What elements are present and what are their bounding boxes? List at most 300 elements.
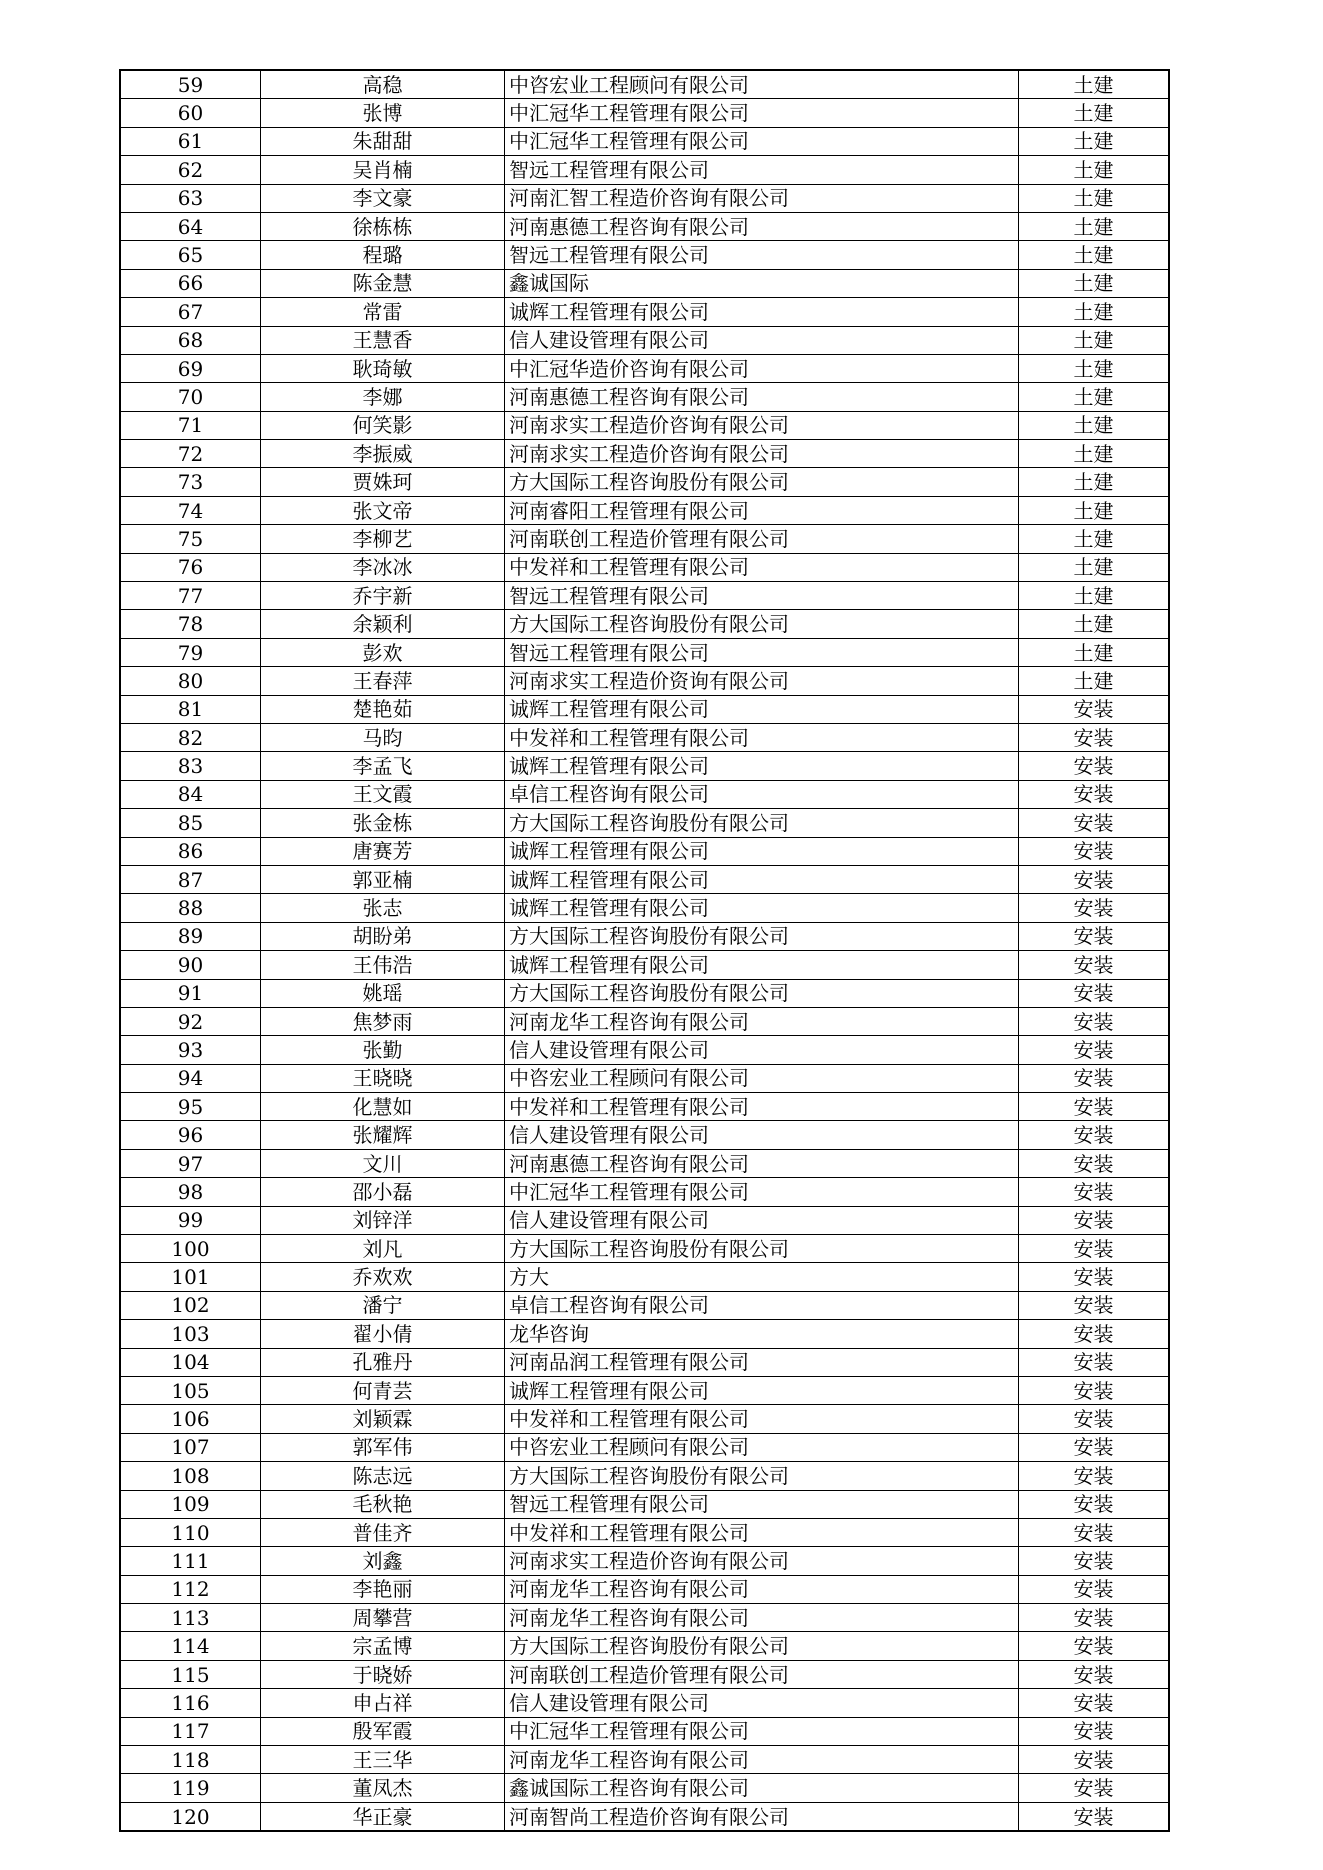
table-row	[120, 1433, 1169, 1461]
company-cell: 河南求实工程造价咨询有限公司	[505, 440, 1019, 468]
person-name-cell: 张金栋	[261, 809, 505, 837]
company-cell: 诚辉工程管理有限公司	[505, 837, 1019, 865]
company-cell: 河南睿阳工程管理有限公司	[505, 496, 1019, 524]
row-number-cell: 64	[120, 212, 261, 240]
table-row	[120, 383, 1169, 411]
row-number-cell: 100	[120, 1235, 261, 1263]
row-number-cell: 65	[120, 241, 261, 269]
company-cell: 中汇冠华工程管理有限公司	[505, 127, 1019, 155]
row-number-cell: 115	[120, 1660, 261, 1688]
company-cell: 方大国际工程咨询股份有限公司	[505, 979, 1019, 1007]
person-name-cell: 张文帝	[261, 496, 505, 524]
category-cell: 安装	[1019, 1320, 1170, 1348]
row-number-cell: 91	[120, 979, 261, 1007]
table-row	[120, 1121, 1169, 1149]
row-number-cell: 85	[120, 809, 261, 837]
category-cell: 土建	[1019, 496, 1170, 524]
row-number-cell: 86	[120, 837, 261, 865]
person-name-cell: 李冰冰	[261, 553, 505, 581]
company-cell: 方大国际工程咨询股份有限公司	[505, 1462, 1019, 1490]
category-cell: 安装	[1019, 1518, 1170, 1546]
category-cell: 土建	[1019, 383, 1170, 411]
row-number-cell: 107	[120, 1433, 261, 1461]
category-cell: 土建	[1019, 156, 1170, 184]
table-row	[120, 809, 1169, 837]
person-name-cell: 王伟浩	[261, 951, 505, 979]
person-name-cell: 乔欢欢	[261, 1263, 505, 1291]
row-number-cell: 101	[120, 1263, 261, 1291]
person-name-cell: 李文豪	[261, 184, 505, 212]
person-name-cell: 王晓晓	[261, 1064, 505, 1092]
person-name-cell: 焦梦雨	[261, 1007, 505, 1035]
category-cell: 土建	[1019, 553, 1170, 581]
row-number-cell: 109	[120, 1490, 261, 1518]
person-name-cell: 张博	[261, 99, 505, 127]
table-row	[120, 1575, 1169, 1603]
table-row	[120, 894, 1169, 922]
row-number-cell: 78	[120, 610, 261, 638]
person-name-cell: 耿琦敏	[261, 354, 505, 382]
category-cell: 安装	[1019, 1632, 1170, 1660]
company-cell: 鑫诚国际	[505, 269, 1019, 297]
table-row	[120, 1178, 1169, 1206]
person-name-cell: 陈金慧	[261, 269, 505, 297]
table-row	[120, 1263, 1169, 1291]
row-number-cell: 110	[120, 1518, 261, 1546]
category-cell: 安装	[1019, 1007, 1170, 1035]
category-cell: 土建	[1019, 99, 1170, 127]
person-name-cell: 张耀辉	[261, 1121, 505, 1149]
company-cell: 中咨宏业工程顾问有限公司	[505, 1433, 1019, 1461]
category-cell: 土建	[1019, 610, 1170, 638]
row-number-cell: 70	[120, 383, 261, 411]
row-number-cell: 75	[120, 525, 261, 553]
company-cell: 方大	[505, 1263, 1019, 1291]
person-name-cell: 周攀营	[261, 1604, 505, 1632]
category-cell: 安装	[1019, 1660, 1170, 1688]
table-row	[120, 1802, 1169, 1831]
row-number-cell: 102	[120, 1291, 261, 1319]
table-row	[120, 1093, 1169, 1121]
table-row	[120, 326, 1169, 354]
category-cell: 土建	[1019, 411, 1170, 439]
category-cell: 土建	[1019, 212, 1170, 240]
table-row	[120, 156, 1169, 184]
company-cell: 卓信工程咨询有限公司	[505, 1291, 1019, 1319]
company-cell: 中汇冠华工程管理有限公司	[505, 1717, 1019, 1745]
table-row	[120, 1604, 1169, 1632]
category-cell: 安装	[1019, 865, 1170, 893]
table-row	[120, 496, 1169, 524]
category-cell: 安装	[1019, 894, 1170, 922]
person-name-cell: 张勤	[261, 1036, 505, 1064]
person-name-cell: 刘锌洋	[261, 1206, 505, 1234]
row-number-cell: 79	[120, 638, 261, 666]
category-cell: 安装	[1019, 809, 1170, 837]
category-cell: 安装	[1019, 723, 1170, 751]
row-number-cell: 98	[120, 1178, 261, 1206]
company-cell: 智远工程管理有限公司	[505, 241, 1019, 269]
table-row	[120, 1291, 1169, 1319]
company-cell: 中咨宏业工程顾问有限公司	[505, 1064, 1019, 1092]
row-number-cell: 103	[120, 1320, 261, 1348]
company-cell: 信人建设管理有限公司	[505, 1121, 1019, 1149]
table-row	[120, 1490, 1169, 1518]
company-cell: 诚辉工程管理有限公司	[505, 752, 1019, 780]
row-number-cell: 71	[120, 411, 261, 439]
person-name-cell: 何青芸	[261, 1376, 505, 1404]
company-cell: 诚辉工程管理有限公司	[505, 695, 1019, 723]
person-name-cell: 马昀	[261, 723, 505, 751]
person-name-cell: 乔宇新	[261, 582, 505, 610]
company-cell: 信人建设管理有限公司	[505, 1689, 1019, 1717]
company-cell: 智远工程管理有限公司	[505, 1490, 1019, 1518]
table-row	[120, 212, 1169, 240]
row-number-cell: 59	[120, 70, 261, 99]
category-cell: 安装	[1019, 1235, 1170, 1263]
table-row	[120, 1462, 1169, 1490]
table-row	[120, 468, 1169, 496]
table-row	[120, 411, 1169, 439]
company-cell: 方大国际工程咨询股份有限公司	[505, 610, 1019, 638]
person-name-cell: 李孟飞	[261, 752, 505, 780]
table-row	[120, 667, 1169, 695]
category-cell: 安装	[1019, 1376, 1170, 1404]
person-name-cell: 郭军伟	[261, 1433, 505, 1461]
company-cell: 诚辉工程管理有限公司	[505, 298, 1019, 326]
person-name-cell: 王春萍	[261, 667, 505, 695]
company-cell: 河南汇智工程造价咨询有限公司	[505, 184, 1019, 212]
category-cell: 土建	[1019, 667, 1170, 695]
category-cell: 安装	[1019, 752, 1170, 780]
row-number-cell: 117	[120, 1717, 261, 1745]
person-name-cell: 郭亚楠	[261, 865, 505, 893]
company-cell: 河南联创工程造价管理有限公司	[505, 1660, 1019, 1688]
row-number-cell: 83	[120, 752, 261, 780]
table-row	[120, 752, 1169, 780]
person-name-cell: 申占祥	[261, 1689, 505, 1717]
category-cell: 安装	[1019, 695, 1170, 723]
category-cell: 安装	[1019, 1689, 1170, 1717]
table-row	[120, 70, 1169, 99]
category-cell: 安装	[1019, 1490, 1170, 1518]
person-name-cell: 何笑影	[261, 411, 505, 439]
person-name-cell: 高稳	[261, 70, 505, 99]
row-number-cell: 120	[120, 1802, 261, 1831]
table-row	[120, 99, 1169, 127]
category-cell: 安装	[1019, 1149, 1170, 1177]
company-cell: 河南惠德工程咨询有限公司	[505, 212, 1019, 240]
person-name-cell: 潘宁	[261, 1291, 505, 1319]
company-cell: 诚辉工程管理有限公司	[505, 894, 1019, 922]
category-cell: 土建	[1019, 525, 1170, 553]
company-cell: 诚辉工程管理有限公司	[505, 865, 1019, 893]
company-cell: 河南龙华工程咨询有限公司	[505, 1746, 1019, 1774]
row-number-cell: 114	[120, 1632, 261, 1660]
row-number-cell: 118	[120, 1746, 261, 1774]
company-cell: 河南智尚工程造价咨询有限公司	[505, 1802, 1019, 1831]
table-row	[120, 695, 1169, 723]
person-name-cell: 姚瑶	[261, 979, 505, 1007]
table-row	[120, 951, 1169, 979]
company-cell: 河南联创工程造价管理有限公司	[505, 525, 1019, 553]
company-cell: 中发祥和工程管理有限公司	[505, 723, 1019, 751]
company-cell: 方大国际工程咨询股份有限公司	[505, 1632, 1019, 1660]
person-name-cell: 王文霞	[261, 780, 505, 808]
company-cell: 河南龙华工程咨询有限公司	[505, 1604, 1019, 1632]
row-number-cell: 96	[120, 1121, 261, 1149]
company-cell: 河南求实工程造价咨询有限公司	[505, 411, 1019, 439]
person-name-cell: 余颖利	[261, 610, 505, 638]
row-number-cell: 69	[120, 354, 261, 382]
row-number-cell: 72	[120, 440, 261, 468]
company-cell: 中发祥和工程管理有限公司	[505, 1093, 1019, 1121]
table-row	[120, 1746, 1169, 1774]
table-row	[120, 723, 1169, 751]
company-cell: 中汇冠华造价咨询有限公司	[505, 354, 1019, 382]
person-name-cell: 李娜	[261, 383, 505, 411]
table-row	[120, 354, 1169, 382]
category-cell: 土建	[1019, 241, 1170, 269]
category-cell: 安装	[1019, 1405, 1170, 1433]
row-number-cell: 87	[120, 865, 261, 893]
person-name-cell: 唐赛芳	[261, 837, 505, 865]
person-name-cell: 彭欢	[261, 638, 505, 666]
category-cell: 安装	[1019, 1178, 1170, 1206]
table-row	[120, 1717, 1169, 1745]
category-cell: 土建	[1019, 298, 1170, 326]
row-number-cell: 74	[120, 496, 261, 524]
category-cell: 安装	[1019, 1206, 1170, 1234]
row-number-cell: 111	[120, 1547, 261, 1575]
person-name-cell: 李柳艺	[261, 525, 505, 553]
person-name-cell: 邵小磊	[261, 1178, 505, 1206]
company-cell: 方大国际工程咨询股份有限公司	[505, 468, 1019, 496]
category-cell: 安装	[1019, 951, 1170, 979]
category-cell: 土建	[1019, 70, 1170, 99]
table-row	[120, 1774, 1169, 1802]
company-cell: 河南品润工程管理有限公司	[505, 1348, 1019, 1376]
table-row	[120, 1235, 1169, 1263]
person-name-cell: 贾姝珂	[261, 468, 505, 496]
category-cell: 安装	[1019, 922, 1170, 950]
person-name-cell: 翟小倩	[261, 1320, 505, 1348]
company-cell: 诚辉工程管理有限公司	[505, 1376, 1019, 1404]
company-cell: 河南求实工程造价资询有限公司	[505, 667, 1019, 695]
row-number-cell: 105	[120, 1376, 261, 1404]
row-number-cell: 62	[120, 156, 261, 184]
table-row	[120, 780, 1169, 808]
row-number-cell: 97	[120, 1149, 261, 1177]
roster-table-body	[120, 70, 1169, 1831]
person-name-cell: 张志	[261, 894, 505, 922]
company-cell: 智远工程管理有限公司	[505, 638, 1019, 666]
company-cell: 中发祥和工程管理有限公司	[505, 1405, 1019, 1433]
category-cell: 土建	[1019, 184, 1170, 212]
person-name-cell: 朱甜甜	[261, 127, 505, 155]
person-name-cell: 王三华	[261, 1746, 505, 1774]
person-name-cell: 吴肖楠	[261, 156, 505, 184]
category-cell: 土建	[1019, 127, 1170, 155]
category-cell: 安装	[1019, 1093, 1170, 1121]
table-row	[120, 1660, 1169, 1688]
category-cell: 安装	[1019, 1263, 1170, 1291]
category-cell: 安装	[1019, 1064, 1170, 1092]
row-number-cell: 104	[120, 1348, 261, 1376]
category-cell: 安装	[1019, 780, 1170, 808]
row-number-cell: 90	[120, 951, 261, 979]
person-name-cell: 楚艳茹	[261, 695, 505, 723]
category-cell: 安装	[1019, 1774, 1170, 1802]
table-row	[120, 241, 1169, 269]
category-cell: 安装	[1019, 1291, 1170, 1319]
category-cell: 土建	[1019, 326, 1170, 354]
person-name-cell: 孔雅丹	[261, 1348, 505, 1376]
row-number-cell: 66	[120, 269, 261, 297]
category-cell: 土建	[1019, 638, 1170, 666]
table-row	[120, 553, 1169, 581]
table-row	[120, 1547, 1169, 1575]
person-name-cell: 常雷	[261, 298, 505, 326]
row-number-cell: 113	[120, 1604, 261, 1632]
company-cell: 信人建设管理有限公司	[505, 1036, 1019, 1064]
category-cell: 安装	[1019, 837, 1170, 865]
table-row	[120, 1007, 1169, 1035]
row-number-cell: 81	[120, 695, 261, 723]
table-row	[120, 184, 1169, 212]
person-name-cell: 华正豪	[261, 1802, 505, 1831]
table-row	[120, 837, 1169, 865]
row-number-cell: 68	[120, 326, 261, 354]
table-row	[120, 979, 1169, 1007]
person-name-cell: 化慧如	[261, 1093, 505, 1121]
table-row	[120, 1348, 1169, 1376]
person-name-cell: 刘鑫	[261, 1547, 505, 1575]
company-cell: 方大国际工程咨询股份有限公司	[505, 809, 1019, 837]
row-number-cell: 88	[120, 894, 261, 922]
category-cell: 安装	[1019, 1433, 1170, 1461]
table-row	[120, 269, 1169, 297]
category-cell: 土建	[1019, 440, 1170, 468]
row-number-cell: 89	[120, 922, 261, 950]
company-cell: 河南惠德工程咨询有限公司	[505, 1149, 1019, 1177]
person-name-cell: 普佳齐	[261, 1518, 505, 1546]
person-name-cell: 毛秋艳	[261, 1490, 505, 1518]
row-number-cell: 108	[120, 1462, 261, 1490]
company-cell: 方大国际工程咨询股份有限公司	[505, 1235, 1019, 1263]
category-cell: 安装	[1019, 1746, 1170, 1774]
person-name-cell: 胡盼弟	[261, 922, 505, 950]
company-cell: 河南惠德工程咨询有限公司	[505, 383, 1019, 411]
table-row	[120, 582, 1169, 610]
category-cell: 安装	[1019, 1462, 1170, 1490]
company-cell: 河南求实工程造价咨询有限公司	[505, 1547, 1019, 1575]
table-row	[120, 298, 1169, 326]
row-number-cell: 116	[120, 1689, 261, 1717]
company-cell: 中咨宏业工程顾问有限公司	[505, 70, 1019, 99]
row-number-cell: 63	[120, 184, 261, 212]
company-cell: 中发祥和工程管理有限公司	[505, 553, 1019, 581]
company-cell: 河南龙华工程咨询有限公司	[505, 1575, 1019, 1603]
person-name-cell: 宗孟博	[261, 1632, 505, 1660]
row-number-cell: 99	[120, 1206, 261, 1234]
person-name-cell: 徐栋栋	[261, 212, 505, 240]
person-name-cell: 于晓娇	[261, 1660, 505, 1688]
person-name-cell: 殷军霞	[261, 1717, 505, 1745]
person-name-cell: 文川	[261, 1149, 505, 1177]
row-number-cell: 84	[120, 780, 261, 808]
company-cell: 信人建设管理有限公司	[505, 1206, 1019, 1234]
row-number-cell: 73	[120, 468, 261, 496]
table-row	[120, 1064, 1169, 1092]
row-number-cell: 92	[120, 1007, 261, 1035]
company-cell: 智远工程管理有限公司	[505, 156, 1019, 184]
table-row	[120, 1632, 1169, 1660]
category-cell: 土建	[1019, 582, 1170, 610]
category-cell: 土建	[1019, 269, 1170, 297]
company-cell: 信人建设管理有限公司	[505, 326, 1019, 354]
row-number-cell: 119	[120, 1774, 261, 1802]
person-name-cell: 刘颖霖	[261, 1405, 505, 1433]
category-cell: 安装	[1019, 1348, 1170, 1376]
row-number-cell: 60	[120, 99, 261, 127]
table-row	[120, 922, 1169, 950]
table-row	[120, 638, 1169, 666]
table-row	[120, 865, 1169, 893]
row-number-cell: 67	[120, 298, 261, 326]
company-cell: 龙华咨询	[505, 1320, 1019, 1348]
company-cell: 诚辉工程管理有限公司	[505, 951, 1019, 979]
table-row	[120, 1689, 1169, 1717]
category-cell: 安装	[1019, 1717, 1170, 1745]
table-row	[120, 440, 1169, 468]
table-row	[120, 1405, 1169, 1433]
company-cell: 鑫诚国际工程咨询有限公司	[505, 1774, 1019, 1802]
category-cell: 土建	[1019, 354, 1170, 382]
person-name-cell: 刘凡	[261, 1235, 505, 1263]
table-row	[120, 1518, 1169, 1546]
row-number-cell: 112	[120, 1575, 261, 1603]
row-number-cell: 82	[120, 723, 261, 751]
row-number-cell: 95	[120, 1093, 261, 1121]
table-row	[120, 127, 1169, 155]
person-name-cell: 王慧香	[261, 326, 505, 354]
category-cell: 安装	[1019, 1547, 1170, 1575]
row-number-cell: 77	[120, 582, 261, 610]
table-row	[120, 1149, 1169, 1177]
category-cell: 安装	[1019, 1575, 1170, 1603]
row-number-cell: 93	[120, 1036, 261, 1064]
person-name-cell: 董凤杰	[261, 1774, 505, 1802]
table-row	[120, 1376, 1169, 1404]
person-name-cell: 程璐	[261, 241, 505, 269]
row-number-cell: 80	[120, 667, 261, 695]
company-cell: 中汇冠华工程管理有限公司	[505, 99, 1019, 127]
category-cell: 安装	[1019, 1604, 1170, 1632]
category-cell: 安装	[1019, 1036, 1170, 1064]
table-row	[120, 525, 1169, 553]
roster-table	[119, 69, 1170, 1832]
company-cell: 卓信工程咨询有限公司	[505, 780, 1019, 808]
company-cell: 中汇冠华工程管理有限公司	[505, 1178, 1019, 1206]
person-name-cell: 陈志远	[261, 1462, 505, 1490]
row-number-cell: 106	[120, 1405, 261, 1433]
company-cell: 河南龙华工程咨询有限公司	[505, 1007, 1019, 1035]
table-row	[120, 1320, 1169, 1348]
company-cell: 中发祥和工程管理有限公司	[505, 1518, 1019, 1546]
row-number-cell: 76	[120, 553, 261, 581]
person-name-cell: 李振威	[261, 440, 505, 468]
